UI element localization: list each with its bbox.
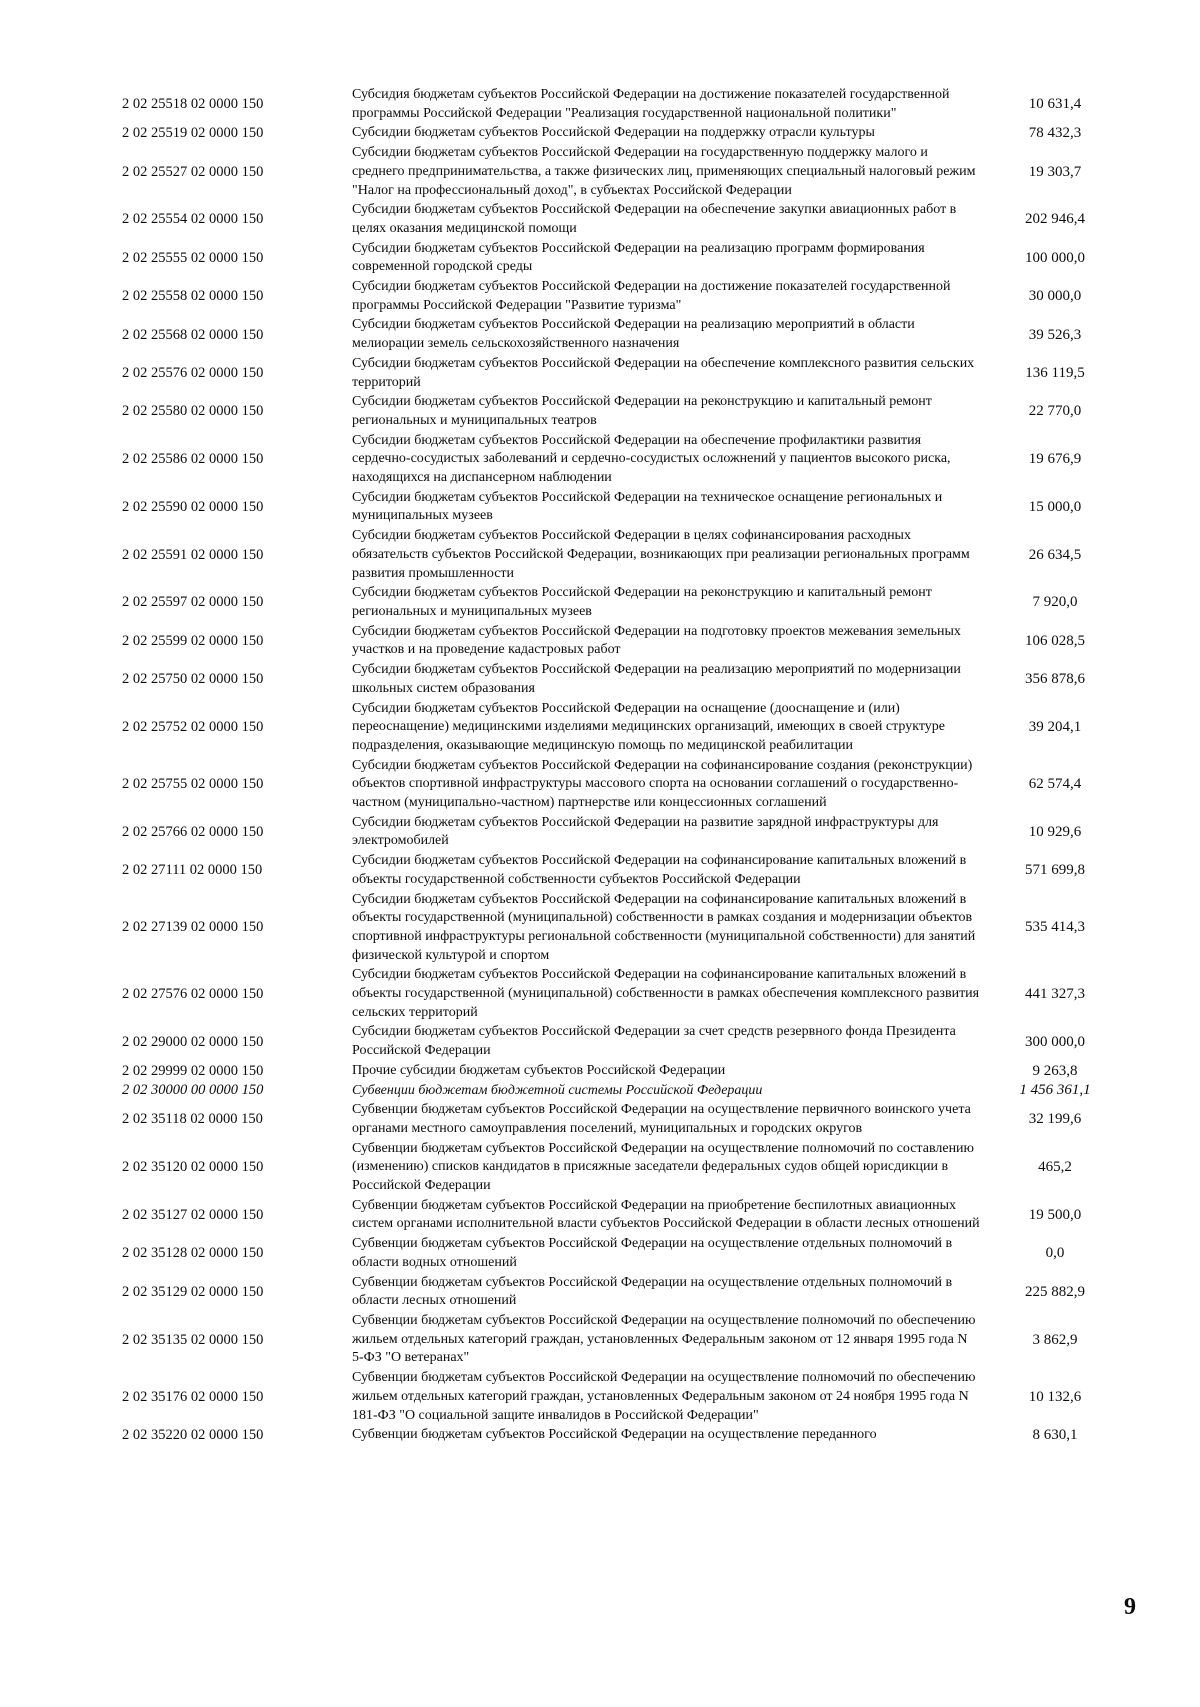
revenue-description: Субвенции бюджетам субъектов Российской Федерации на осуществление отдельных полномочий в области лесных отношений [352,1274,953,1309]
revenue-description: Субвенции бюджетам субъектов Российской Федерации на осуществление полномочий по обеспечению жильем отдельных категорий граждан, установленных Федеральным законом от 24 ноября 1995 года N 181-ФЗ "О социальной защите инвалидов в Российской Федерации" [352,1370,976,1423]
table-row [108,355,1108,392]
budget-code: 2 02 35128 02 0000 150 [122,1245,264,1262]
revenue-description: Субсидия бюджетам субъектов Российской Федерации на достижение показателей государственной программы Российской Федерации "Реализация государственной национальной политики" [352,87,950,121]
revenue-description: Прочие субсидии бюджетам субъектов Российской Федерации [352,1062,726,1078]
amount: 3 862,9 [1032,1331,1078,1348]
table-row [108,144,1108,200]
revenue-description: Субсидии бюджетам субъектов Российской Федерации на реконструкцию и капитальный ремонт региональных и муниципальных театров [352,394,932,428]
revenue-description: Субвенции бюджетам бюджетной системы Российской Федерации [352,1082,763,1098]
table-row [108,1369,1108,1425]
table-row [108,623,1108,660]
table-row [108,584,1108,621]
revenue-description: Субсидии бюджетам субъектов Российской Федерации на реконструкцию и капитальный ремонт региональных и муниципальных музеев [352,585,932,619]
amount: 202 946,4 [1025,211,1085,228]
amount: 441 327,3 [1025,985,1085,1002]
table-row [108,1197,1108,1234]
table-row [108,1274,1108,1311]
revenue-description: Субсидии бюджетам субъектов Российской Федерации на достижение показателей государственной программы Российской Федерации "Развитие туризма" [352,279,951,313]
budget-code: 2 02 29000 02 0000 150 [122,1033,264,1050]
revenue-description: Субвенции бюджетам субъектов Российской Федерации на осуществление отдельных полномочий в области водных отношений [352,1236,953,1270]
amount: 19 500,0 [1028,1206,1082,1223]
amount: 571 699,8 [1025,862,1085,879]
budget-code: 2 02 25576 02 0000 150 [122,365,264,382]
revenue-description: Субсидии бюджетам субъектов Российской Федерации за счет средств резервного фонда Президента Российской Федерации [352,1024,956,1059]
amount: 10 631,4 [1028,96,1082,113]
table-row [108,1082,1108,1101]
revenue-description: Субсидии бюджетам субъектов Российской Федерации на развитие зарядной инфраструктуры для электромобилей [352,814,939,849]
page-number: 9 [1124,1594,1136,1620]
table-row [108,393,1108,430]
budget-code: 2 02 25527 02 0000 150 [122,163,264,180]
amount: 62 574,4 [1028,776,1082,793]
table-row [108,86,1108,123]
amount: 300 000,0 [1025,1033,1085,1050]
table-row [108,700,1108,756]
revenue-description: Субсидии бюджетам субъектов Российской Федерации на государственную поддержку малого и среднего предпринимательства, а также физических лиц, применяющих специальный налоговый режим "Налог на профессиональный доход", в субъектах Российской Федерации [352,145,976,198]
revenue-description: Субвенции бюджетам субъектов Российской Федерации на осуществление переданного [352,1427,877,1443]
revenue-description: Субсидии бюджетам субъектов Российской Федерации в целях софинансирования расходных обязательств субъектов Российской Федерации, возникающих при реализации региональных программ развития промышленности [352,528,970,581]
revenue-description: Субсидии бюджетам субъектов Российской Федерации на техническое оснащение региональных и муниципальных музеев [352,489,943,524]
revenue-description: Субвенции бюджетам субъектов Российской Федерации на осуществление первичного воинского учета органами местного самоуправления поселений, муниципальных и городских округов [352,1102,971,1136]
table-row [108,814,1108,851]
budget-code: 2 02 25580 02 0000 150 [122,403,264,420]
revenue-description: Субсидии бюджетам субъектов Российской Федерации на обеспечение закупки авиационных работ в целях оказания медицинской помощи [352,202,957,236]
budget-code: 2 02 25591 02 0000 150 [122,546,264,563]
amount: 225 882,9 [1025,1283,1085,1300]
budget-code: 2 02 35176 02 0000 150 [122,1388,264,1405]
amount: 19 676,9 [1028,451,1082,468]
revenue-description: Субсидии бюджетам субъектов Российской Федерации на реализацию мероприятий в области мелиорации земель сельскохозяйственного назначения [352,317,915,352]
table-row [108,1235,1108,1272]
revenue-description: Субсидии бюджетам субъектов Российской Федерации на реализацию программ формирования современной городской среды [352,240,925,275]
revenue-description: Субсидии бюджетам субъектов Российской Федерации на обеспечение профилактики развития сердечно-сосудистых заболеваний и сердечно-сосудистых осложнений у пациентов высокого риска, находящихся на диспансерном наблюдении [352,432,951,486]
revenue-description: Субсидии бюджетам субъектов Российской Федерации на софинансирование капитальных вложений в объекты государственной (муниципальной) собственности в рамках создания и модернизации объектов спортивной инфраструктуры региональной собственности (муниципальной собственности) для занятий физической культурой и спортом [352,891,976,963]
amount: 39 526,3 [1028,326,1082,343]
amount: 10 132,6 [1028,1388,1082,1405]
amount: 0,0 [1045,1245,1065,1262]
budget-code: 2 02 25558 02 0000 150 [122,288,264,305]
table-row [108,1023,1108,1060]
amount: 465,2 [1038,1159,1072,1176]
table-row [108,240,1108,277]
budget-code: 2 02 25597 02 0000 150 [122,594,264,611]
table-row [108,489,1108,526]
revenue-description: Субсидии бюджетам субъектов Российской Федерации на оснащение (дооснащение и (или) переоснащение) медицинскими изделиями медицинских организаций, имеющих в своей структуре подразделения, оказывающие медицинскую помощь по медицинской реабилитации [352,700,946,753]
budget-code: 2 02 30000 00 0000 150 [122,1082,264,1099]
budget-code: 2 02 25750 02 0000 150 [122,671,264,688]
amount: 136 119,5 [1025,365,1085,382]
amount: 30 000,0 [1028,288,1082,305]
amount: 106 028,5 [1025,632,1085,649]
budget-code: 2 02 27576 02 0000 150 [122,985,264,1002]
table-row [108,661,1108,698]
budget-code: 2 02 27111 02 0000 150 [122,862,263,879]
budget-code: 2 02 25586 02 0000 150 [122,451,264,468]
amount: 7 920,0 [1032,594,1078,611]
budget-code: 2 02 25766 02 0000 150 [122,823,264,840]
table-row [108,278,1108,315]
budget-code: 2 02 35127 02 0000 150 [122,1206,264,1223]
table-row [108,852,1108,889]
revenue-description: Субсидии бюджетам субъектов Российской Федерации на поддержку отрасли культуры [352,125,875,141]
budget-code: 2 02 25554 02 0000 150 [122,211,264,228]
table-row [108,527,1108,583]
table-row [108,891,1108,966]
table-row [108,1140,1108,1196]
revenue-description: Субсидии бюджетам субъектов Российской Федерации на реализацию мероприятий по модернизации школьных систем образования [352,662,961,696]
amount: 9 263,8 [1032,1062,1078,1079]
table-row [108,201,1108,238]
amount: 39 204,1 [1028,719,1082,736]
table-row [108,1062,1108,1081]
budget-revenue-table [108,86,1108,1446]
amount: 10 929,6 [1028,823,1082,840]
budget-code: 2 02 25519 02 0000 150 [122,125,264,142]
revenue-description: Субсидии бюджетам субъектов Российской Федерации на подготовку проектов межевания земельных участков и на проведение кадастровых работ [352,623,961,658]
table-row [108,1312,1108,1368]
amount: 1 456 361,1 [1019,1082,1091,1099]
table-row [108,1426,1108,1445]
amount: 19 303,7 [1028,163,1082,180]
budget-code: 2 02 35118 02 0000 150 [122,1111,263,1128]
amount: 32 199,6 [1028,1111,1082,1128]
amount: 356 878,6 [1025,671,1085,688]
table-row [108,124,1108,143]
revenue-description: Субсидии бюджетам субъектов Российской Федерации на софинансирование капитальных вложений в объекты государственной собственности субъектов Российской Федерации [352,853,967,887]
table-row [108,966,1108,1022]
revenue-description: Субвенции бюджетам субъектов Российской Федерации на приобретение беспилотных авиационных систем органами исполнительной власти субъектов Российской Федерации в области лесных отношений [352,1197,980,1232]
budget-code: 2 02 25518 02 0000 150 [122,96,264,113]
revenue-description: Субвенции бюджетам субъектов Российской Федерации на осуществление полномочий по обеспечению жильем отдельных категорий граждан, установленных Федеральным законом от 12 января 1995 года N 5-ФЗ "О ветеранах" [352,1313,976,1366]
amount: 78 432,3 [1028,125,1082,142]
budget-code: 2 02 25568 02 0000 150 [122,326,264,343]
table-row [108,1101,1108,1138]
revenue-description: Субсидии бюджетам субъектов Российской Федерации на софинансирование капитальных вложений в объекты государственной (муниципальной) собственности в рамках обеспечения комплексного развития сельских территорий [352,967,980,1020]
amount: 8 630,1 [1032,1427,1078,1444]
amount: 22 770,0 [1028,403,1082,420]
amount: 535 414,3 [1025,919,1085,936]
budget-code: 2 02 25590 02 0000 150 [122,498,264,515]
budget-code: 2 02 35220 02 0000 150 [122,1427,264,1444]
budget-code: 2 02 25755 02 0000 150 [122,776,264,793]
table-row [108,432,1108,488]
budget-code: 2 02 25752 02 0000 150 [122,719,264,736]
amount: 26 634,5 [1028,546,1082,563]
table-row [108,316,1108,353]
budget-code: 2 02 25599 02 0000 150 [122,632,264,649]
amount: 100 000,0 [1025,249,1085,266]
budget-code: 2 02 35120 02 0000 150 [122,1159,264,1176]
revenue-description: Субвенции бюджетам субъектов Российской Федерации на осуществление полномочий по составлению (изменению) списков кандидатов в присяжные заседатели федеральных судов общей юрисдикции в Российской Федерации [352,1140,975,1194]
budget-code: 2 02 35129 02 0000 150 [122,1283,264,1300]
amount: 15 000,0 [1028,498,1082,515]
budget-code: 2 02 27139 02 0000 150 [122,919,264,936]
budget-code: 2 02 35135 02 0000 150 [122,1331,264,1348]
table-row [108,757,1108,813]
budget-code: 2 02 29999 02 0000 150 [122,1062,264,1079]
revenue-description: Субсидии бюджетам субъектов Российской Федерации на софинансирование создания (реконструкции) объектов спортивной инфраструктуры массового спорта на основании соглашений о государственно-частном (муниципально-частном) партнерстве или концессионных соглашений [352,757,973,811]
revenue-description: Субсидии бюджетам субъектов Российской Федерации на обеспечение комплексного развития сельских территорий [352,355,975,390]
budget-code: 2 02 25555 02 0000 150 [122,249,264,266]
